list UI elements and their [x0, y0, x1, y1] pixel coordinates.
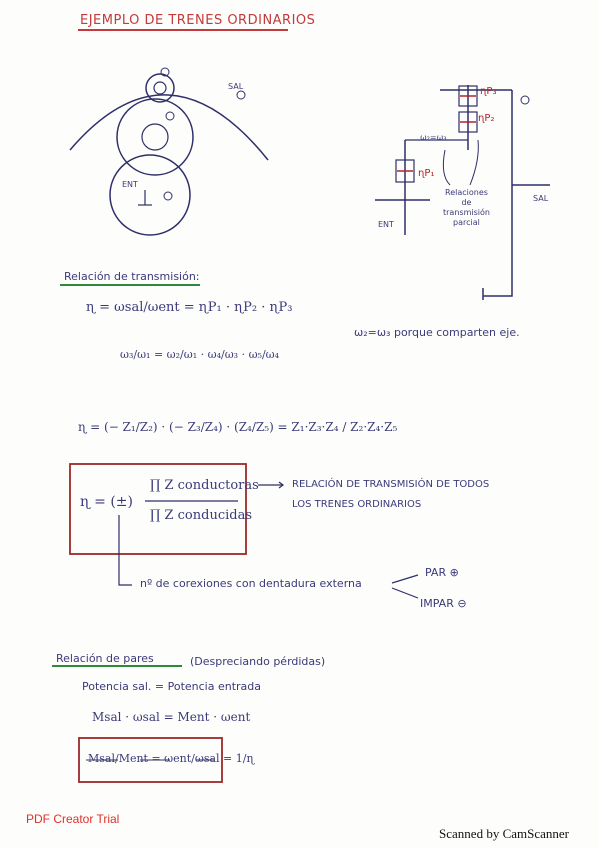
par-label: PAR ⊕: [425, 566, 459, 579]
note-shared-shaft: ω₂=ω₃ porque comparten eje.: [354, 326, 520, 339]
gear-4: [110, 155, 190, 235]
label-sal-left: SAL: [228, 82, 244, 91]
section-heading-transmision: Relación de transmisión:: [64, 270, 200, 283]
label-w2w3: ω₂=ω₃: [420, 133, 447, 142]
equation-ratio: ɳ = ωsal/ωent = ɳP₁ · ɳP₂ · ɳP₃: [86, 300, 293, 315]
outer-ring-arc: [70, 95, 268, 160]
camscanner-watermark: Scanned by CamScanner: [439, 826, 569, 841]
label-ent-left: ENT: [122, 180, 138, 189]
annotation-arrow-1: [443, 150, 450, 185]
label-relaciones: Relaciones de transmisión parcial: [443, 188, 490, 227]
arrow-text-line1: RELACIÓN DE TRANSMISIÓN DE TODOS: [292, 479, 490, 490]
boxed-lhs: ɳ = (±): [80, 494, 133, 510]
annotation-arrow-2: [470, 140, 478, 185]
pdf-creator-trial-watermark: PDF Creator Trial: [26, 812, 120, 826]
torque-equation: Msal · ωsal = Ment · ωent: [92, 710, 251, 724]
label-rp1: ɳP₁: [418, 168, 435, 179]
gear-2: [117, 99, 193, 175]
arrow-text-line2: LOS TRENES ORDINARIOS: [292, 499, 422, 510]
impar-label: IMPAR ⊖: [420, 597, 467, 610]
section-subheading: (Despreciando pérdidas): [190, 655, 326, 668]
gear-1: [146, 74, 174, 102]
label-rp2: ɳP₂: [478, 113, 495, 124]
label-rp3: ɳP₃: [480, 86, 497, 97]
equation-teeth: ɳ = (− Z₁/Z₂) · (− Z₃/Z₄) · (Z₄/Z₅) = Z₁·Z₃·Z₄ / Z₂·Z₄·Z₅: [78, 420, 398, 434]
equation-omegas: ω₃/ω₁ = ω₂/ω₁ · ω₄/ω₃ · ω₅/ω₄: [120, 348, 280, 361]
page-title: EJEMPLO DE TRENES ORDINARIOS: [80, 13, 316, 28]
power-equation: Potencia sal. = Potencia entrada: [82, 680, 262, 693]
label-sal-right: SAL: [533, 194, 549, 203]
gear-3: [142, 124, 168, 150]
section-heading-pares: Relación de pares: [56, 652, 154, 665]
boxed-torque-ratio: Msal/Ment = ωent/ωsal = 1/ɳ: [88, 752, 255, 765]
boxed-numerator: ∏ Z conductoras: [150, 478, 259, 493]
section-underline-2: [52, 665, 182, 667]
sign-arrow: [119, 515, 132, 585]
sign-note: nº de corexiones con dentadura externa: [140, 577, 362, 590]
label-ent-right: ENT: [378, 220, 394, 229]
boxed-denominator: ∏ Z conducidas: [150, 508, 253, 523]
section-underline-1: [60, 284, 200, 286]
